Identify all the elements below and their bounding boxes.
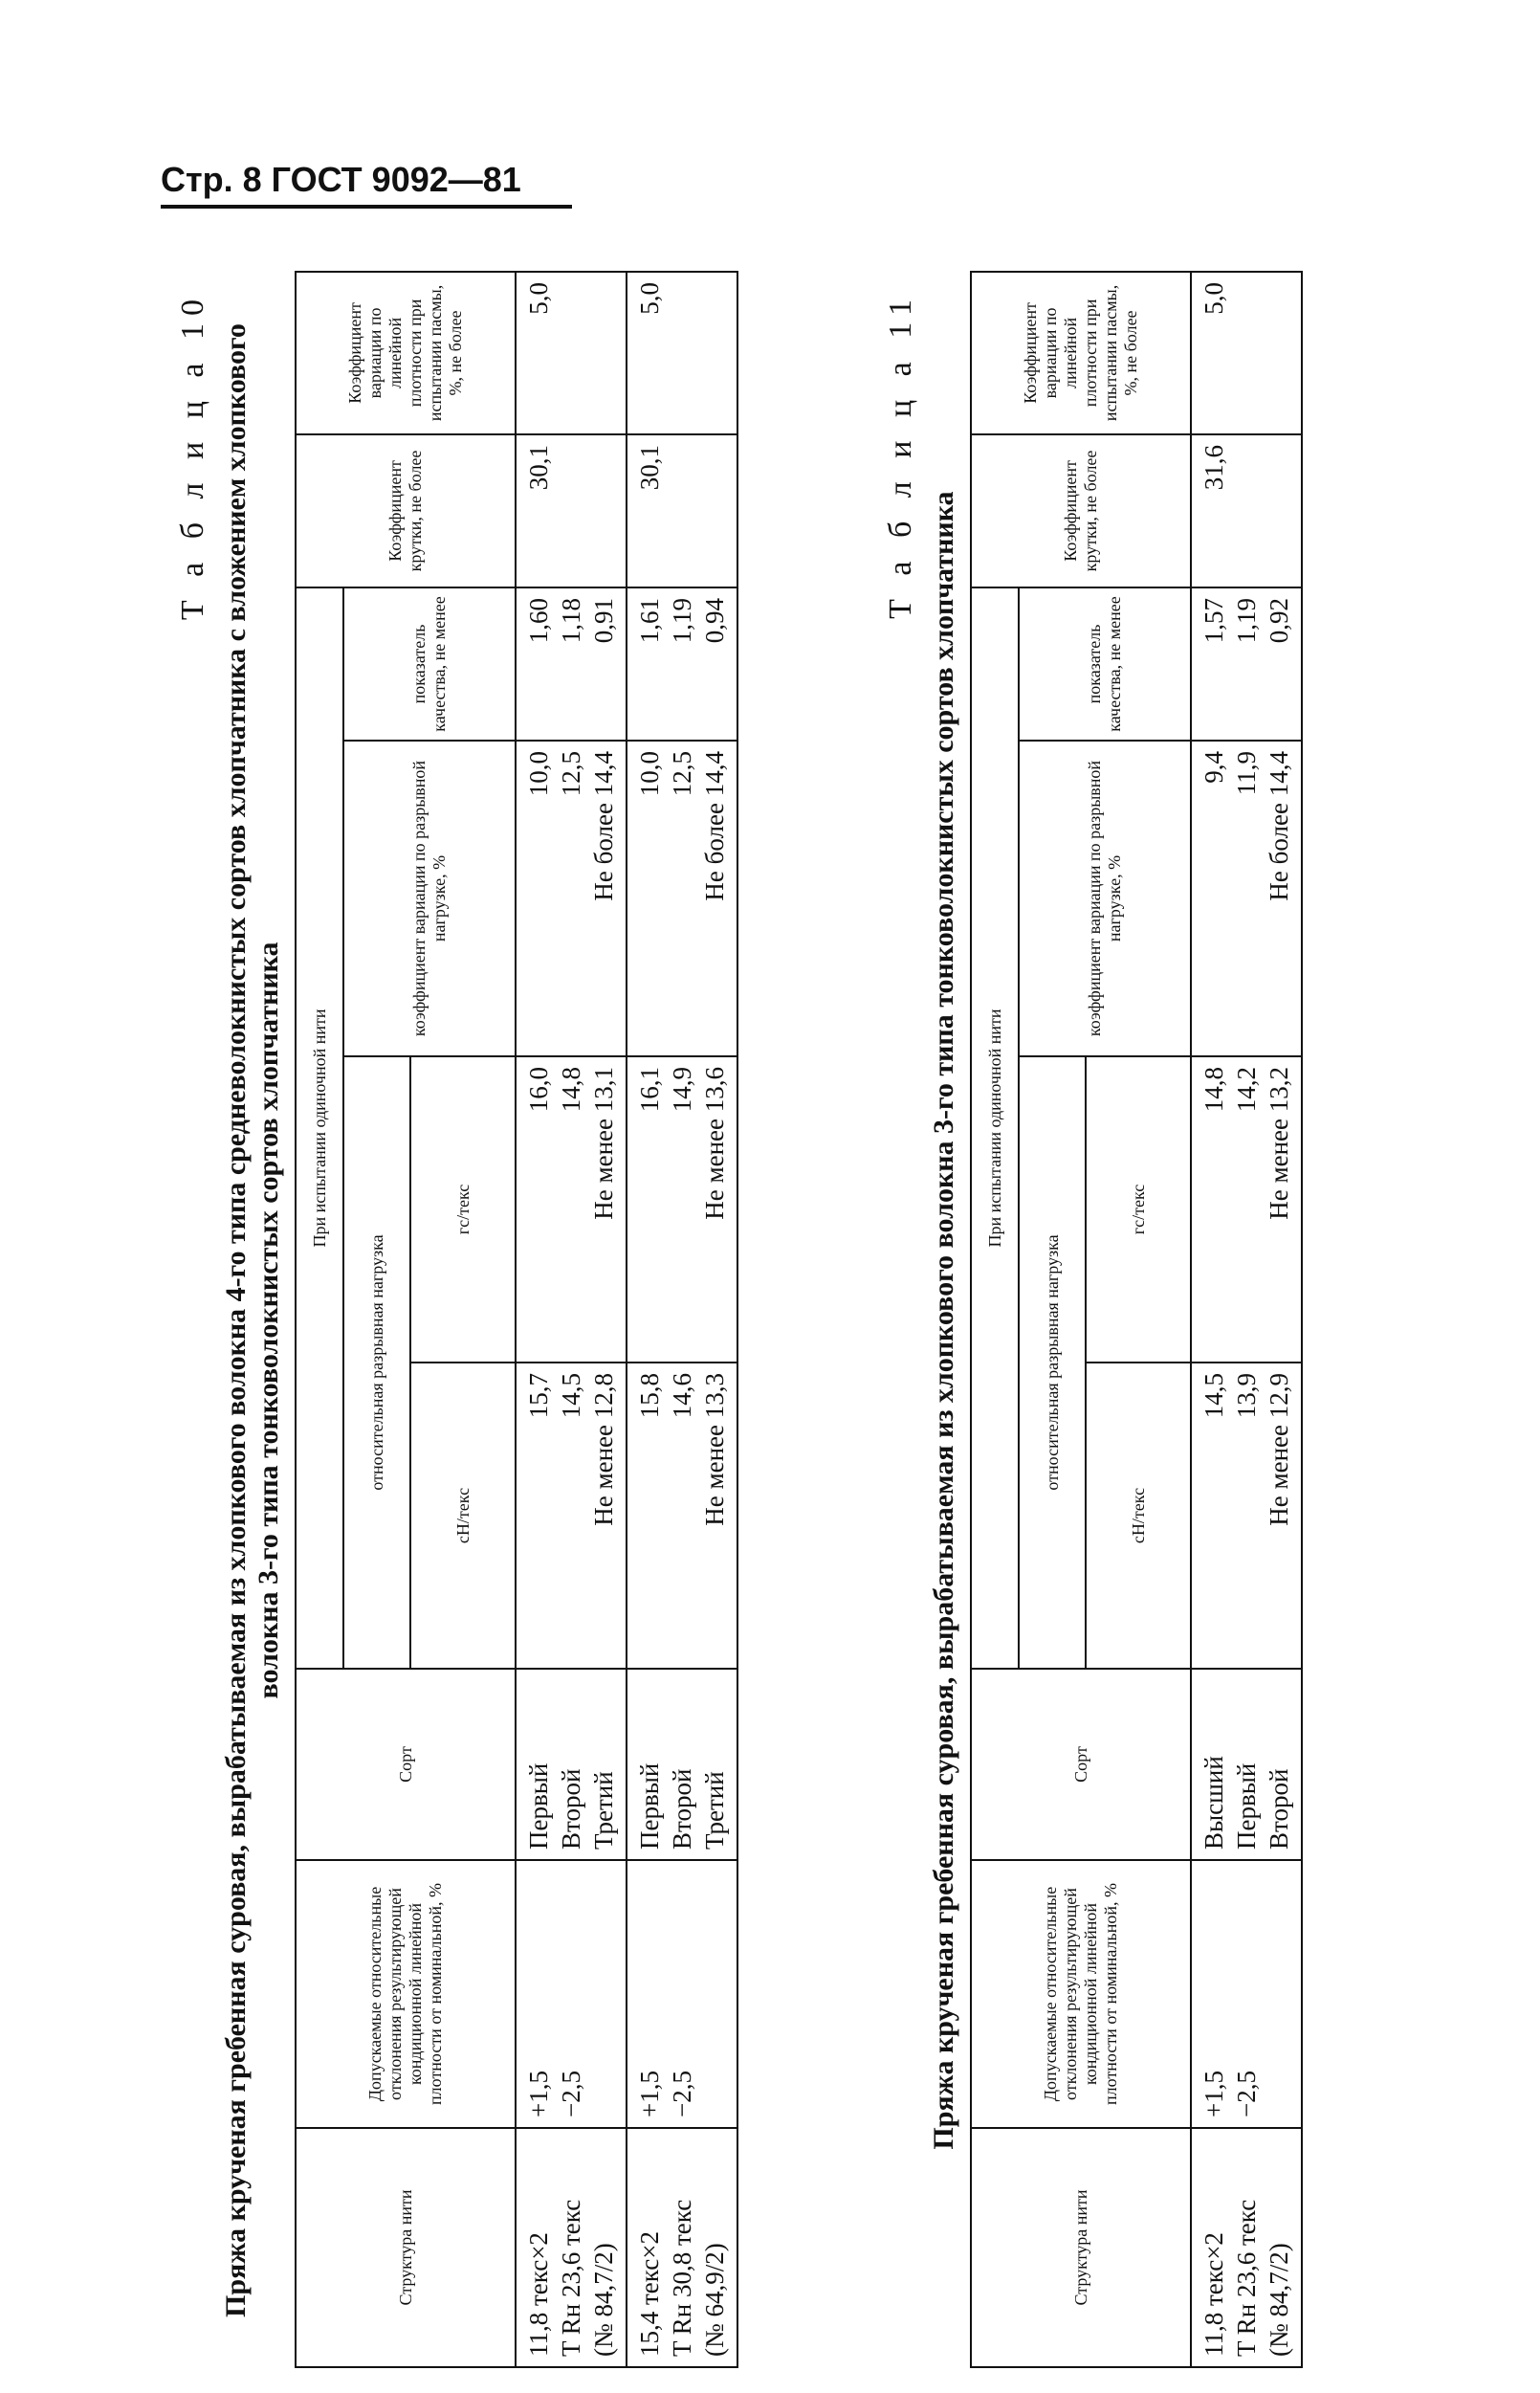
rotated-content	[172, 273, 1502, 2368]
col-gs-header: гс/текс	[1086, 1056, 1191, 1363]
data-table	[295, 271, 738, 2368]
table-title: Пряжа крученая гребенная суровая, вырабатываемая из хлопкового волокна 4-го типа средневолокнистых сортов хлопчатника с вложением хлопкового волокна 3-го типа тонковолокнистых сортов хлопчатника	[220, 323, 284, 2317]
quality-cell: 1,57 1,19 0,92	[1191, 587, 1302, 741]
structure-cell: 15,4 текс×2 T Rн 30,8 текс (№ 64,9/2)	[627, 2128, 737, 2367]
table-11-block	[880, 273, 1303, 2368]
grade-cell: Первый Второй Третий	[627, 1669, 737, 1860]
col-cn-header: сН/текс	[1086, 1363, 1191, 1669]
col-cn-header: сН/текс	[410, 1363, 516, 1669]
table-10-block	[172, 273, 738, 2368]
cv-cell: 5,0	[627, 272, 737, 434]
table-number: Т а б л и ц а 11	[883, 292, 918, 619]
deviation-cell: +1,5 −2,5	[1191, 1860, 1302, 2128]
col-grade-header: Сорт	[296, 1669, 516, 1860]
structure-cell: 11,8 текс×2 T Rн 23,6 текс (№ 84,7/2)	[1191, 2128, 1302, 2367]
gs-tex-cell: 16,1 14,9 Не менее 13,6	[627, 1056, 737, 1363]
breaking-load-header: относительная разрывная нагрузка	[1019, 1056, 1086, 1669]
table-title: Пряжа крученая гребенная суровая, вырабатываемая из хлопкового волокна 3-го типа тонковолокнистых сортов хлопчатника	[928, 491, 959, 2150]
col-quality-header: показатель качества, не менее	[343, 587, 516, 741]
col-twist-header: Коэффициент крутки, не более	[971, 434, 1191, 587]
quality-cell: 1,60 1,18 0,91	[516, 587, 627, 741]
variation-cell: 10,0 12,5 Не более 14,4	[627, 741, 737, 1056]
cv-cell: 5,0	[516, 272, 627, 434]
gs-tex-cell: 16,0 14,8 Не менее 13,1	[516, 1056, 627, 1363]
cn-tex-cell: 15,8 14,6 Не менее 13,3	[627, 1363, 737, 1669]
col-deviation-header: Допускаемые относительные отклонения результирующей кондиционной линейной плотности от номинальной, %	[296, 1860, 516, 2128]
page-header: Стр. 8 ГОСТ 9092—81	[161, 161, 572, 209]
col-deviation-header: Допускаемые относительные отклонения результирующей кондиционной линейной плотности от номинальной, %	[971, 1860, 1191, 2128]
deviation-cell: +1,5 −2,5	[516, 1860, 627, 2128]
single-thread-header: При испытании одиночной нити	[296, 587, 343, 1669]
table-row	[627, 272, 737, 2367]
table-row	[516, 272, 627, 2367]
twist-cell: 31,6	[1191, 434, 1302, 587]
col-structure-header: Структура нити	[971, 2128, 1191, 2367]
col-variation-header: коэффициент вариации по разрывной нагрузке, %	[343, 741, 516, 1056]
col-cv-header: Коэффициент вариации по линейной плотности при испытании пасмы, %, не более	[971, 272, 1191, 434]
grade-cell: Высший Первый Второй	[1191, 1669, 1302, 1860]
data-table	[970, 271, 1303, 2368]
col-twist-header: Коэффициент крутки, не более	[296, 434, 516, 587]
breaking-load-header: относительная разрывная нагрузка	[343, 1056, 410, 1669]
cv-cell: 5,0	[1191, 272, 1302, 434]
cn-tex-cell: 14,5 13,9 Не менее 12,9	[1191, 1363, 1302, 1669]
variation-cell: 9,4 11,9 Не более 14,4	[1191, 741, 1302, 1056]
table-number: Т а б л и ц а 10	[175, 292, 210, 621]
col-gs-header: гс/текс	[410, 1056, 516, 1363]
twist-cell: 30,1	[516, 434, 627, 587]
deviation-cell: +1,5 −2,5	[627, 1860, 737, 2128]
col-grade-header: Сорт	[971, 1669, 1191, 1860]
structure-cell: 11,8 текс×2 T Rн 23,6 текс (№ 84,7/2)	[516, 2128, 627, 2367]
col-cv-header: Коэффициент вариации по линейной плотности при испытании пасмы, %, не более	[296, 272, 516, 434]
cn-tex-cell: 15,7 14,5 Не менее 12,8	[516, 1363, 627, 1669]
col-structure-header: Структура нити	[296, 2128, 516, 2367]
twist-cell: 30,1	[627, 434, 737, 587]
col-variation-header: коэффициент вариации по разрывной нагрузке, %	[1019, 741, 1191, 1056]
variation-cell: 10,0 12,5 Не более 14,4	[516, 741, 627, 1056]
single-thread-header: При испытании одиночной нити	[971, 587, 1019, 1669]
grade-cell: Первый Второй Третий	[516, 1669, 627, 1860]
gs-tex-cell: 14,8 14,2 Не менее 13,2	[1191, 1056, 1302, 1363]
table-row	[1191, 272, 1302, 2367]
col-quality-header: показатель качества, не менее	[1019, 587, 1191, 741]
quality-cell: 1,61 1,19 0,94	[627, 587, 737, 741]
